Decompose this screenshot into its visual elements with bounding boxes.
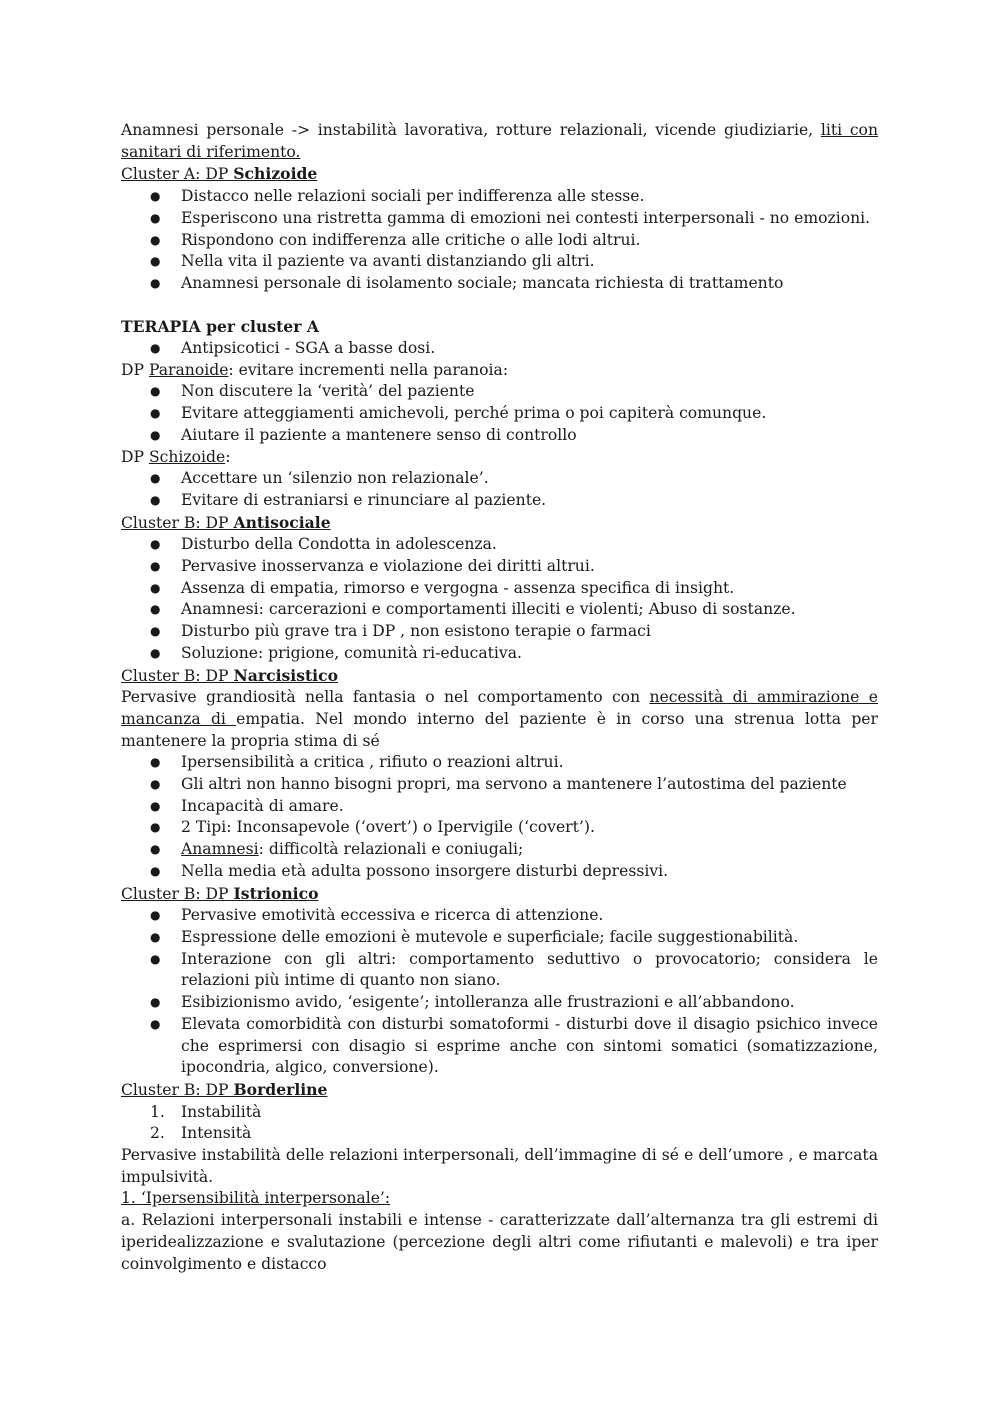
list-item: ● Non discutere la ‘verità’ del paziente [121, 381, 878, 403]
paranoide-heading: DP Paranoide: evitare incrementi nella paranoia: [121, 360, 509, 379]
cluster-a-list [121, 186, 878, 295]
list-item: ● 2 Tipi: Inconsapevole (‘overt’) o Ipervigile (‘covert’). [121, 817, 878, 839]
borderline-numbered-list [121, 1102, 878, 1145]
document-page [121, 120, 878, 1275]
paranoide-list [121, 381, 878, 446]
narcisistico-paragraph: Pervasive grandiosità nella fantasia o nel comportamento con necessità di ammirazione e mancanza di empatia. Nel mondo interno del paziente è in corso una strenua lotta per mantenere la propria stima di sé [121, 688, 878, 750]
intro-paragraph: Anamnesi personale -> instabilità lavorativa, rotture relazionali, vicende giudiziarie, liti con sanitari di riferimento. [121, 121, 878, 161]
list-item: ● Interazione con gli altri: comportamento seduttivo o provocatorio; considera le relazioni più intime di quanto non siano. [121, 949, 878, 992]
list-item: ● Evitare di estraniarsi e rinunciare al paziente. [121, 490, 878, 512]
antisociale-list [121, 534, 878, 664]
list-item: 1. Instabilità [150, 1102, 262, 1121]
istrionico-list [121, 905, 878, 1079]
list-item: ● Pervasive emotività eccessiva e ricerca di attenzione. [121, 905, 878, 927]
list-item: ● Anamnesi: carcerazioni e comportamenti illeciti e violenti; Abuso di sostanze. [121, 599, 878, 621]
list-item: ● Antipsicotici - SGA a basse dosi. [121, 338, 878, 360]
list-item: ● Rispondono con indifferenza alle critiche o alle lodi altrui. [121, 230, 878, 252]
intro-underlined: liti con sanitari di riferimento. [121, 121, 878, 161]
list-item: ● Soluzione: prigione, comunità ri-educativa. [121, 643, 878, 665]
list-item: ● Gli altri non hanno bisogni propri, ma servono a mantenere l’autostima del paziente [121, 774, 878, 796]
list-item: ● Assenza di empatia, rimorso e vergogna - assenza specifica di insight. [121, 578, 878, 600]
list-item: ● Nella vita il paziente va avanti distanziando gli altri. [121, 251, 878, 273]
istrionico-heading: Cluster B: DP Istrionico [121, 883, 319, 903]
list-item: ● Disturbo più grave tra i DP , non esistono terapie o farmaci [121, 621, 878, 643]
borderline-subheading: 1. ‘Ipersensibilità interpersonale’: [121, 1189, 391, 1208]
list-item: ● Anamnesi personale di isolamento sociale; mancata richiesta di trattamento [121, 273, 878, 295]
list-item: ● Distacco nelle relazioni sociali per indifferenza alle stesse. [121, 186, 878, 208]
borderline-sub-a: a. Relazioni interpersonali instabili e intense - caratterizzate dall’alternanza tra gli estremi di iperidealizzazione e svalutazione (percezione degli altri come rifiutanti e malevoli) e tra iper coinvolgimento e distacco [121, 1211, 878, 1273]
cluster-a-heading: Cluster A: DP Schizoide [121, 164, 318, 184]
terapia-list [121, 338, 878, 360]
list-item: ● Esperiscono una ristretta gamma di emozioni nei contesti interpersonali - no emozioni. [121, 208, 878, 230]
list-item: ● Evitare atteggiamenti amichevoli, perché prima o poi capiterà comunque. [121, 403, 878, 425]
borderline-heading: Cluster B: DP Borderline [121, 1079, 328, 1099]
list-item: ● Disturbo della Condotta in adolescenza. [121, 534, 878, 556]
narcisistico-list [121, 752, 878, 882]
list-item: ● Esibizionismo avido, ‘esigente’; intolleranza alle frustrazioni e all’abbandono. [121, 992, 878, 1014]
spacer [121, 295, 878, 317]
list-item: ● Incapacità di amare. [121, 796, 878, 818]
schizoide-heading: DP Schizoide: [121, 447, 231, 466]
terapia-heading: TERAPIA per cluster A [121, 317, 319, 337]
schizoide-list [121, 468, 878, 511]
list-item: ● Espressione delle emozioni è mutevole e superficiale; facile suggestionabilità. [121, 927, 878, 949]
list-item: ● Pervasive inosservanza e violazione dei diritti altrui. [121, 556, 878, 578]
narcisistico-heading: Cluster B: DP Narcisistico [121, 665, 338, 685]
list-item: ● Ipersensibilità a critica , rifiuto o reazioni altrui. [121, 752, 878, 774]
list-item: ● Nella media età adulta possono insorgere disturbi depressivi. [121, 861, 878, 883]
list-item: ● Elevata comorbidità con disturbi somatoformi - disturbi dove il disagio psichico invece che esprimersi con disagio si esprime anche con sintomi somatici (somatizzazione, ipocondria, algico, conversione). [121, 1014, 878, 1079]
list-item: ● Aiutare il paziente a mantenere senso di controllo [121, 425, 878, 447]
antisociale-heading: Cluster B: DP Antisociale [121, 512, 331, 532]
list-item: ● Anamnesi: difficoltà relazionali e coniugali; [121, 839, 878, 861]
list-item: 2. Intensità [150, 1124, 252, 1143]
list-item: ● Accettare un ‘silenzio non relazionale’. [121, 468, 878, 490]
borderline-paragraph: Pervasive instabilità delle relazioni interpersonali, dell’immagine di sé e dell’umore , e marcata impulsività. [121, 1146, 878, 1186]
